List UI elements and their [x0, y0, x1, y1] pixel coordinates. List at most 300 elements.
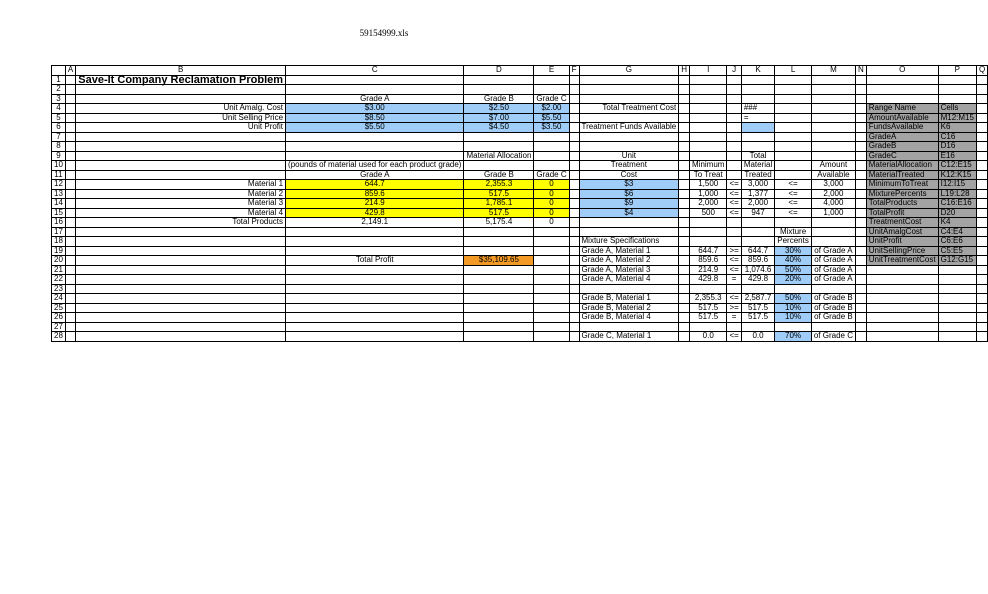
cell[interactable]: Grade B — [464, 170, 534, 180]
cell[interactable] — [938, 85, 976, 95]
cell[interactable]: 859.6 — [286, 189, 464, 199]
cell[interactable]: 10% — [775, 303, 812, 313]
cell[interactable] — [76, 303, 286, 313]
cell[interactable] — [775, 151, 812, 161]
cell[interactable]: $8.50 — [286, 113, 464, 123]
cell[interactable] — [679, 237, 690, 247]
cell[interactable] — [679, 132, 690, 142]
cell[interactable] — [65, 199, 75, 209]
cell[interactable]: Mixture Specifications — [579, 237, 679, 247]
cell[interactable]: $5.50 — [534, 113, 569, 123]
column-header[interactable]: L — [775, 66, 812, 76]
cell[interactable] — [976, 332, 987, 342]
cell[interactable]: MinimumToTreat — [866, 180, 938, 190]
cell[interactable] — [855, 284, 866, 294]
column-header[interactable]: K — [741, 66, 774, 76]
cell[interactable] — [286, 322, 464, 332]
cell[interactable] — [775, 85, 812, 95]
cell[interactable] — [534, 332, 569, 342]
cell[interactable] — [727, 104, 741, 114]
cell[interactable]: TreatmentCost — [866, 218, 938, 228]
cell[interactable] — [690, 85, 727, 95]
cell[interactable] — [286, 284, 464, 294]
cell[interactable] — [679, 246, 690, 256]
cell[interactable] — [976, 151, 987, 161]
cell[interactable] — [775, 142, 812, 152]
cell[interactable]: 517.5 — [464, 189, 534, 199]
cell[interactable] — [286, 303, 464, 313]
cell[interactable] — [976, 284, 987, 294]
cell[interactable]: Treatment Funds Available — [579, 123, 679, 133]
cell[interactable] — [569, 265, 579, 275]
cell[interactable] — [855, 303, 866, 313]
cell[interactable]: FundsAvailable — [866, 123, 938, 133]
cell[interactable] — [286, 85, 464, 95]
cell[interactable] — [464, 142, 534, 152]
cell[interactable]: Cells — [938, 104, 976, 114]
cell[interactable] — [811, 94, 855, 104]
cell[interactable] — [679, 123, 690, 133]
cell[interactable]: 10% — [775, 313, 812, 323]
cell[interactable] — [690, 94, 727, 104]
cell[interactable] — [679, 313, 690, 323]
cell[interactable] — [855, 85, 866, 95]
cell[interactable]: 1,785.1 — [464, 199, 534, 209]
cell[interactable]: Total — [741, 151, 774, 161]
cell[interactable] — [534, 265, 569, 275]
cell[interactable]: 429.8 — [286, 208, 464, 218]
cell[interactable] — [65, 275, 75, 285]
cell[interactable]: 0 — [534, 218, 569, 228]
cell[interactable]: 214.9 — [286, 199, 464, 209]
cell[interactable]: Grade B — [464, 94, 534, 104]
cell[interactable] — [775, 104, 812, 114]
cell[interactable]: To Treat — [690, 170, 727, 180]
cell[interactable]: <= — [775, 208, 812, 218]
cell[interactable] — [464, 132, 534, 142]
cell[interactable]: 2,355.3 — [690, 294, 727, 304]
cell[interactable] — [464, 227, 534, 237]
cell[interactable] — [65, 170, 75, 180]
cell[interactable] — [775, 161, 812, 171]
cell[interactable]: Grade B, Material 4 — [579, 313, 679, 323]
cell[interactable]: Unit Amalg. Cost — [76, 104, 286, 114]
cell[interactable]: 517.5 — [741, 313, 774, 323]
cell[interactable]: C16 — [938, 132, 976, 142]
cell[interactable] — [569, 161, 579, 171]
cell[interactable] — [569, 113, 579, 123]
cell[interactable] — [679, 227, 690, 237]
cell[interactable] — [569, 170, 579, 180]
cell[interactable] — [855, 313, 866, 323]
cell[interactable] — [741, 85, 774, 95]
cell[interactable]: ### — [741, 104, 774, 114]
cell[interactable] — [569, 284, 579, 294]
cell[interactable]: D20 — [938, 208, 976, 218]
cell[interactable] — [811, 237, 855, 247]
cell[interactable] — [569, 218, 579, 228]
cell[interactable]: (pounds of material used for each product grade) — [286, 161, 464, 171]
cell[interactable]: $6 — [579, 189, 679, 199]
row-header[interactable]: 15 — [52, 208, 66, 218]
cell[interactable] — [679, 85, 690, 95]
cell[interactable] — [579, 75, 679, 85]
cell[interactable] — [976, 170, 987, 180]
cell[interactable]: $2.00 — [534, 104, 569, 114]
cell[interactable]: 517.5 — [690, 303, 727, 313]
column-header[interactable] — [52, 66, 66, 76]
cell[interactable] — [976, 180, 987, 190]
cell[interactable] — [866, 322, 938, 332]
cell[interactable] — [690, 123, 727, 133]
cell[interactable]: 644.7 — [741, 246, 774, 256]
cell[interactable] — [775, 94, 812, 104]
cell[interactable]: C5:E5 — [938, 246, 976, 256]
cell[interactable] — [534, 142, 569, 152]
cell[interactable] — [690, 113, 727, 123]
column-header[interactable]: J — [727, 66, 741, 76]
cell[interactable]: Grade A, Material 1 — [579, 246, 679, 256]
cell[interactable]: of Grade C — [811, 332, 855, 342]
cell[interactable]: K6 — [938, 123, 976, 133]
cell[interactable] — [679, 332, 690, 342]
cell[interactable] — [679, 161, 690, 171]
row-header[interactable]: 12 — [52, 180, 66, 190]
cell[interactable] — [855, 170, 866, 180]
cell[interactable]: 40% — [775, 256, 812, 266]
cell[interactable] — [464, 303, 534, 313]
cell[interactable] — [65, 246, 75, 256]
cell[interactable] — [690, 132, 727, 142]
cell[interactable]: TotalProfit — [866, 208, 938, 218]
cell[interactable]: Mixture — [775, 227, 812, 237]
cell[interactable]: <= — [727, 332, 741, 342]
cell[interactable]: C4:E4 — [938, 227, 976, 237]
cell[interactable]: MixturePercents — [866, 189, 938, 199]
cell[interactable] — [727, 227, 741, 237]
cell[interactable] — [464, 332, 534, 342]
cell[interactable]: $4 — [579, 208, 679, 218]
column-header[interactable]: C — [286, 66, 464, 76]
cell[interactable] — [855, 94, 866, 104]
cell[interactable]: Amount — [811, 161, 855, 171]
cell[interactable] — [855, 227, 866, 237]
cell[interactable] — [464, 75, 534, 85]
cell[interactable] — [569, 132, 579, 142]
cell[interactable] — [286, 313, 464, 323]
column-header[interactable]: G — [579, 66, 679, 76]
cell[interactable] — [65, 189, 75, 199]
cell[interactable]: L19:L28 — [938, 189, 976, 199]
cell[interactable] — [727, 237, 741, 247]
cell[interactable] — [569, 180, 579, 190]
cell[interactable]: 429.8 — [690, 275, 727, 285]
cell[interactable]: 1,074.6 — [741, 265, 774, 275]
cell[interactable] — [65, 237, 75, 247]
cell[interactable]: MaterialTreated — [866, 170, 938, 180]
cell[interactable] — [690, 75, 727, 85]
row-header[interactable]: 5 — [52, 113, 66, 123]
cell[interactable] — [866, 284, 938, 294]
cell[interactable] — [811, 75, 855, 85]
cell[interactable] — [679, 113, 690, 123]
cell[interactable] — [679, 208, 690, 218]
cell[interactable] — [569, 104, 579, 114]
cell[interactable] — [976, 189, 987, 199]
cell[interactable] — [534, 227, 569, 237]
cell[interactable]: GradeC — [866, 151, 938, 161]
cell[interactable] — [534, 275, 569, 285]
cell[interactable] — [534, 294, 569, 304]
cell[interactable] — [65, 113, 75, 123]
cell[interactable] — [76, 275, 286, 285]
row-header[interactable]: 24 — [52, 294, 66, 304]
cell[interactable] — [76, 294, 286, 304]
cell[interactable] — [65, 303, 75, 313]
cell[interactable] — [286, 75, 464, 85]
cell[interactable]: K4 — [938, 218, 976, 228]
cell[interactable] — [866, 75, 938, 85]
cell[interactable]: <= — [727, 294, 741, 304]
cell[interactable]: 517.5 — [741, 303, 774, 313]
cell[interactable] — [775, 123, 812, 133]
cell[interactable] — [679, 94, 690, 104]
cell[interactable]: 4,000 — [811, 199, 855, 209]
cell[interactable]: >= — [727, 246, 741, 256]
cell[interactable] — [976, 313, 987, 323]
cell[interactable]: Treated — [741, 170, 774, 180]
cell[interactable] — [938, 313, 976, 323]
cell[interactable]: of Grade A — [811, 265, 855, 275]
cell[interactable] — [741, 142, 774, 152]
cell[interactable] — [727, 75, 741, 85]
cell[interactable] — [534, 313, 569, 323]
cell[interactable]: Percents — [775, 237, 812, 247]
cell[interactable] — [569, 246, 579, 256]
cell[interactable] — [534, 161, 569, 171]
cell[interactable] — [976, 161, 987, 171]
cell[interactable]: Cost — [579, 170, 679, 180]
cell[interactable] — [579, 85, 679, 95]
cell[interactable] — [976, 275, 987, 285]
cell[interactable] — [76, 132, 286, 142]
cell[interactable] — [866, 332, 938, 342]
cell[interactable]: <= — [727, 189, 741, 199]
cell[interactable]: <= — [727, 180, 741, 190]
cell[interactable]: of Grade B — [811, 313, 855, 323]
cell[interactable]: G12:G15 — [938, 256, 976, 266]
cell[interactable] — [741, 75, 774, 85]
cell[interactable]: Total Treatment Cost — [579, 104, 679, 114]
cell[interactable]: Grade A — [286, 94, 464, 104]
row-header[interactable]: 23 — [52, 284, 66, 294]
cell[interactable]: C16:E16 — [938, 199, 976, 209]
cell[interactable]: 50% — [775, 294, 812, 304]
column-header[interactable]: M — [811, 66, 855, 76]
column-header[interactable]: N — [855, 66, 866, 76]
cell[interactable]: 859.6 — [690, 256, 727, 266]
cell[interactable] — [976, 256, 987, 266]
cell[interactable] — [76, 142, 286, 152]
cell[interactable] — [76, 237, 286, 247]
cell[interactable]: 1,000 — [690, 189, 727, 199]
cell[interactable] — [855, 275, 866, 285]
cell[interactable]: Unit Selling Price — [76, 113, 286, 123]
cell[interactable] — [569, 151, 579, 161]
cell[interactable]: <= — [727, 199, 741, 209]
cell[interactable]: Unit Profit — [76, 123, 286, 133]
cell[interactable] — [569, 275, 579, 285]
row-header[interactable]: 1 — [52, 75, 66, 85]
cell[interactable] — [811, 85, 855, 95]
cell[interactable] — [866, 275, 938, 285]
cell[interactable] — [976, 227, 987, 237]
cell[interactable] — [679, 75, 690, 85]
cell[interactable]: Grade A, Material 2 — [579, 256, 679, 266]
cell[interactable]: 3,000 — [811, 180, 855, 190]
cell[interactable] — [855, 246, 866, 256]
row-header[interactable]: 28 — [52, 332, 66, 342]
cell[interactable] — [464, 284, 534, 294]
cell[interactable] — [855, 123, 866, 133]
cell[interactable] — [569, 123, 579, 133]
row-header[interactable]: 21 — [52, 265, 66, 275]
cell[interactable]: 1,500 — [690, 180, 727, 190]
cell[interactable] — [938, 303, 976, 313]
cell[interactable] — [976, 218, 987, 228]
cell[interactable] — [569, 208, 579, 218]
cell[interactable] — [775, 218, 812, 228]
cell[interactable] — [464, 237, 534, 247]
cell[interactable]: Available — [811, 170, 855, 180]
cell[interactable] — [534, 246, 569, 256]
cell[interactable]: $9 — [579, 199, 679, 209]
cell[interactable]: UnitProfit — [866, 237, 938, 247]
cell[interactable] — [938, 332, 976, 342]
cell[interactable] — [569, 199, 579, 209]
cell[interactable]: Grade B, Material 2 — [579, 303, 679, 313]
cell[interactable] — [976, 265, 987, 275]
cell[interactable]: 214.9 — [690, 265, 727, 275]
cell[interactable]: Material 2 — [76, 189, 286, 199]
cell[interactable] — [286, 227, 464, 237]
cell[interactable]: D16 — [938, 142, 976, 152]
column-header[interactable]: F — [569, 66, 579, 76]
row-header[interactable]: 22 — [52, 275, 66, 285]
cell[interactable]: 1,377 — [741, 189, 774, 199]
row-header[interactable]: 8 — [52, 142, 66, 152]
cell[interactable]: 429.8 — [741, 275, 774, 285]
cell[interactable]: Grade A — [286, 170, 464, 180]
cell[interactable] — [65, 142, 75, 152]
cell[interactable] — [65, 104, 75, 114]
cell[interactable] — [569, 85, 579, 95]
cell[interactable] — [690, 218, 727, 228]
cell[interactable] — [855, 332, 866, 342]
cell[interactable]: = — [727, 313, 741, 323]
cell[interactable] — [76, 256, 286, 266]
cell[interactable] — [741, 123, 774, 133]
cell[interactable] — [569, 227, 579, 237]
cell[interactable]: GradeB — [866, 142, 938, 152]
cell[interactable] — [534, 303, 569, 313]
cell[interactable] — [741, 218, 774, 228]
cell[interactable]: <= — [775, 189, 812, 199]
cell[interactable] — [569, 256, 579, 266]
cell[interactable] — [679, 265, 690, 275]
cell[interactable] — [855, 199, 866, 209]
cell[interactable] — [938, 294, 976, 304]
cell[interactable]: K12:K15 — [938, 170, 976, 180]
cell[interactable] — [976, 246, 987, 256]
cell[interactable] — [855, 265, 866, 275]
cell[interactable] — [65, 161, 75, 171]
cell[interactable] — [76, 85, 286, 95]
cell[interactable] — [866, 294, 938, 304]
cell[interactable] — [976, 294, 987, 304]
cell[interactable] — [811, 132, 855, 142]
cell[interactable]: Grade C, Material 1 — [579, 332, 679, 342]
row-header[interactable]: 16 — [52, 218, 66, 228]
cell[interactable] — [855, 322, 866, 332]
cell[interactable]: 2,587.7 — [741, 294, 774, 304]
cell[interactable]: 0 — [534, 199, 569, 209]
cell[interactable] — [679, 189, 690, 199]
cell[interactable]: $3.00 — [286, 104, 464, 114]
cell[interactable]: 517.5 — [690, 313, 727, 323]
column-header[interactable]: A — [65, 66, 75, 76]
cell[interactable] — [679, 142, 690, 152]
row-header[interactable]: 18 — [52, 237, 66, 247]
cell[interactable] — [76, 227, 286, 237]
cell[interactable] — [775, 75, 812, 85]
cell[interactable] — [65, 294, 75, 304]
cell[interactable] — [727, 161, 741, 171]
cell[interactable]: Range Name — [866, 104, 938, 114]
cell[interactable] — [976, 113, 987, 123]
cell[interactable]: 1,000 — [811, 208, 855, 218]
cell[interactable] — [679, 294, 690, 304]
cell[interactable] — [741, 227, 774, 237]
cell[interactable] — [976, 104, 987, 114]
cell[interactable] — [65, 265, 75, 275]
cell[interactable] — [76, 265, 286, 275]
cell[interactable]: C12:E15 — [938, 161, 976, 171]
cell[interactable] — [579, 218, 679, 228]
cell[interactable] — [679, 218, 690, 228]
cell[interactable] — [811, 123, 855, 133]
cell[interactable] — [569, 94, 579, 104]
cell[interactable] — [811, 227, 855, 237]
cell[interactable]: 500 — [690, 208, 727, 218]
cell[interactable] — [976, 199, 987, 209]
cell[interactable] — [286, 294, 464, 304]
cell[interactable] — [569, 237, 579, 247]
row-header[interactable]: 9 — [52, 151, 66, 161]
cell[interactable] — [938, 75, 976, 85]
cell[interactable]: C6:E6 — [938, 237, 976, 247]
column-header[interactable]: E — [534, 66, 569, 76]
cell[interactable]: 0 — [534, 189, 569, 199]
cell[interactable] — [727, 94, 741, 104]
cell[interactable] — [569, 294, 579, 304]
cell[interactable] — [727, 123, 741, 133]
cell[interactable] — [286, 132, 464, 142]
cell[interactable]: Material 4 — [76, 208, 286, 218]
cell[interactable]: 644.7 — [690, 246, 727, 256]
cell[interactable] — [855, 113, 866, 123]
cell[interactable]: <= — [775, 199, 812, 209]
